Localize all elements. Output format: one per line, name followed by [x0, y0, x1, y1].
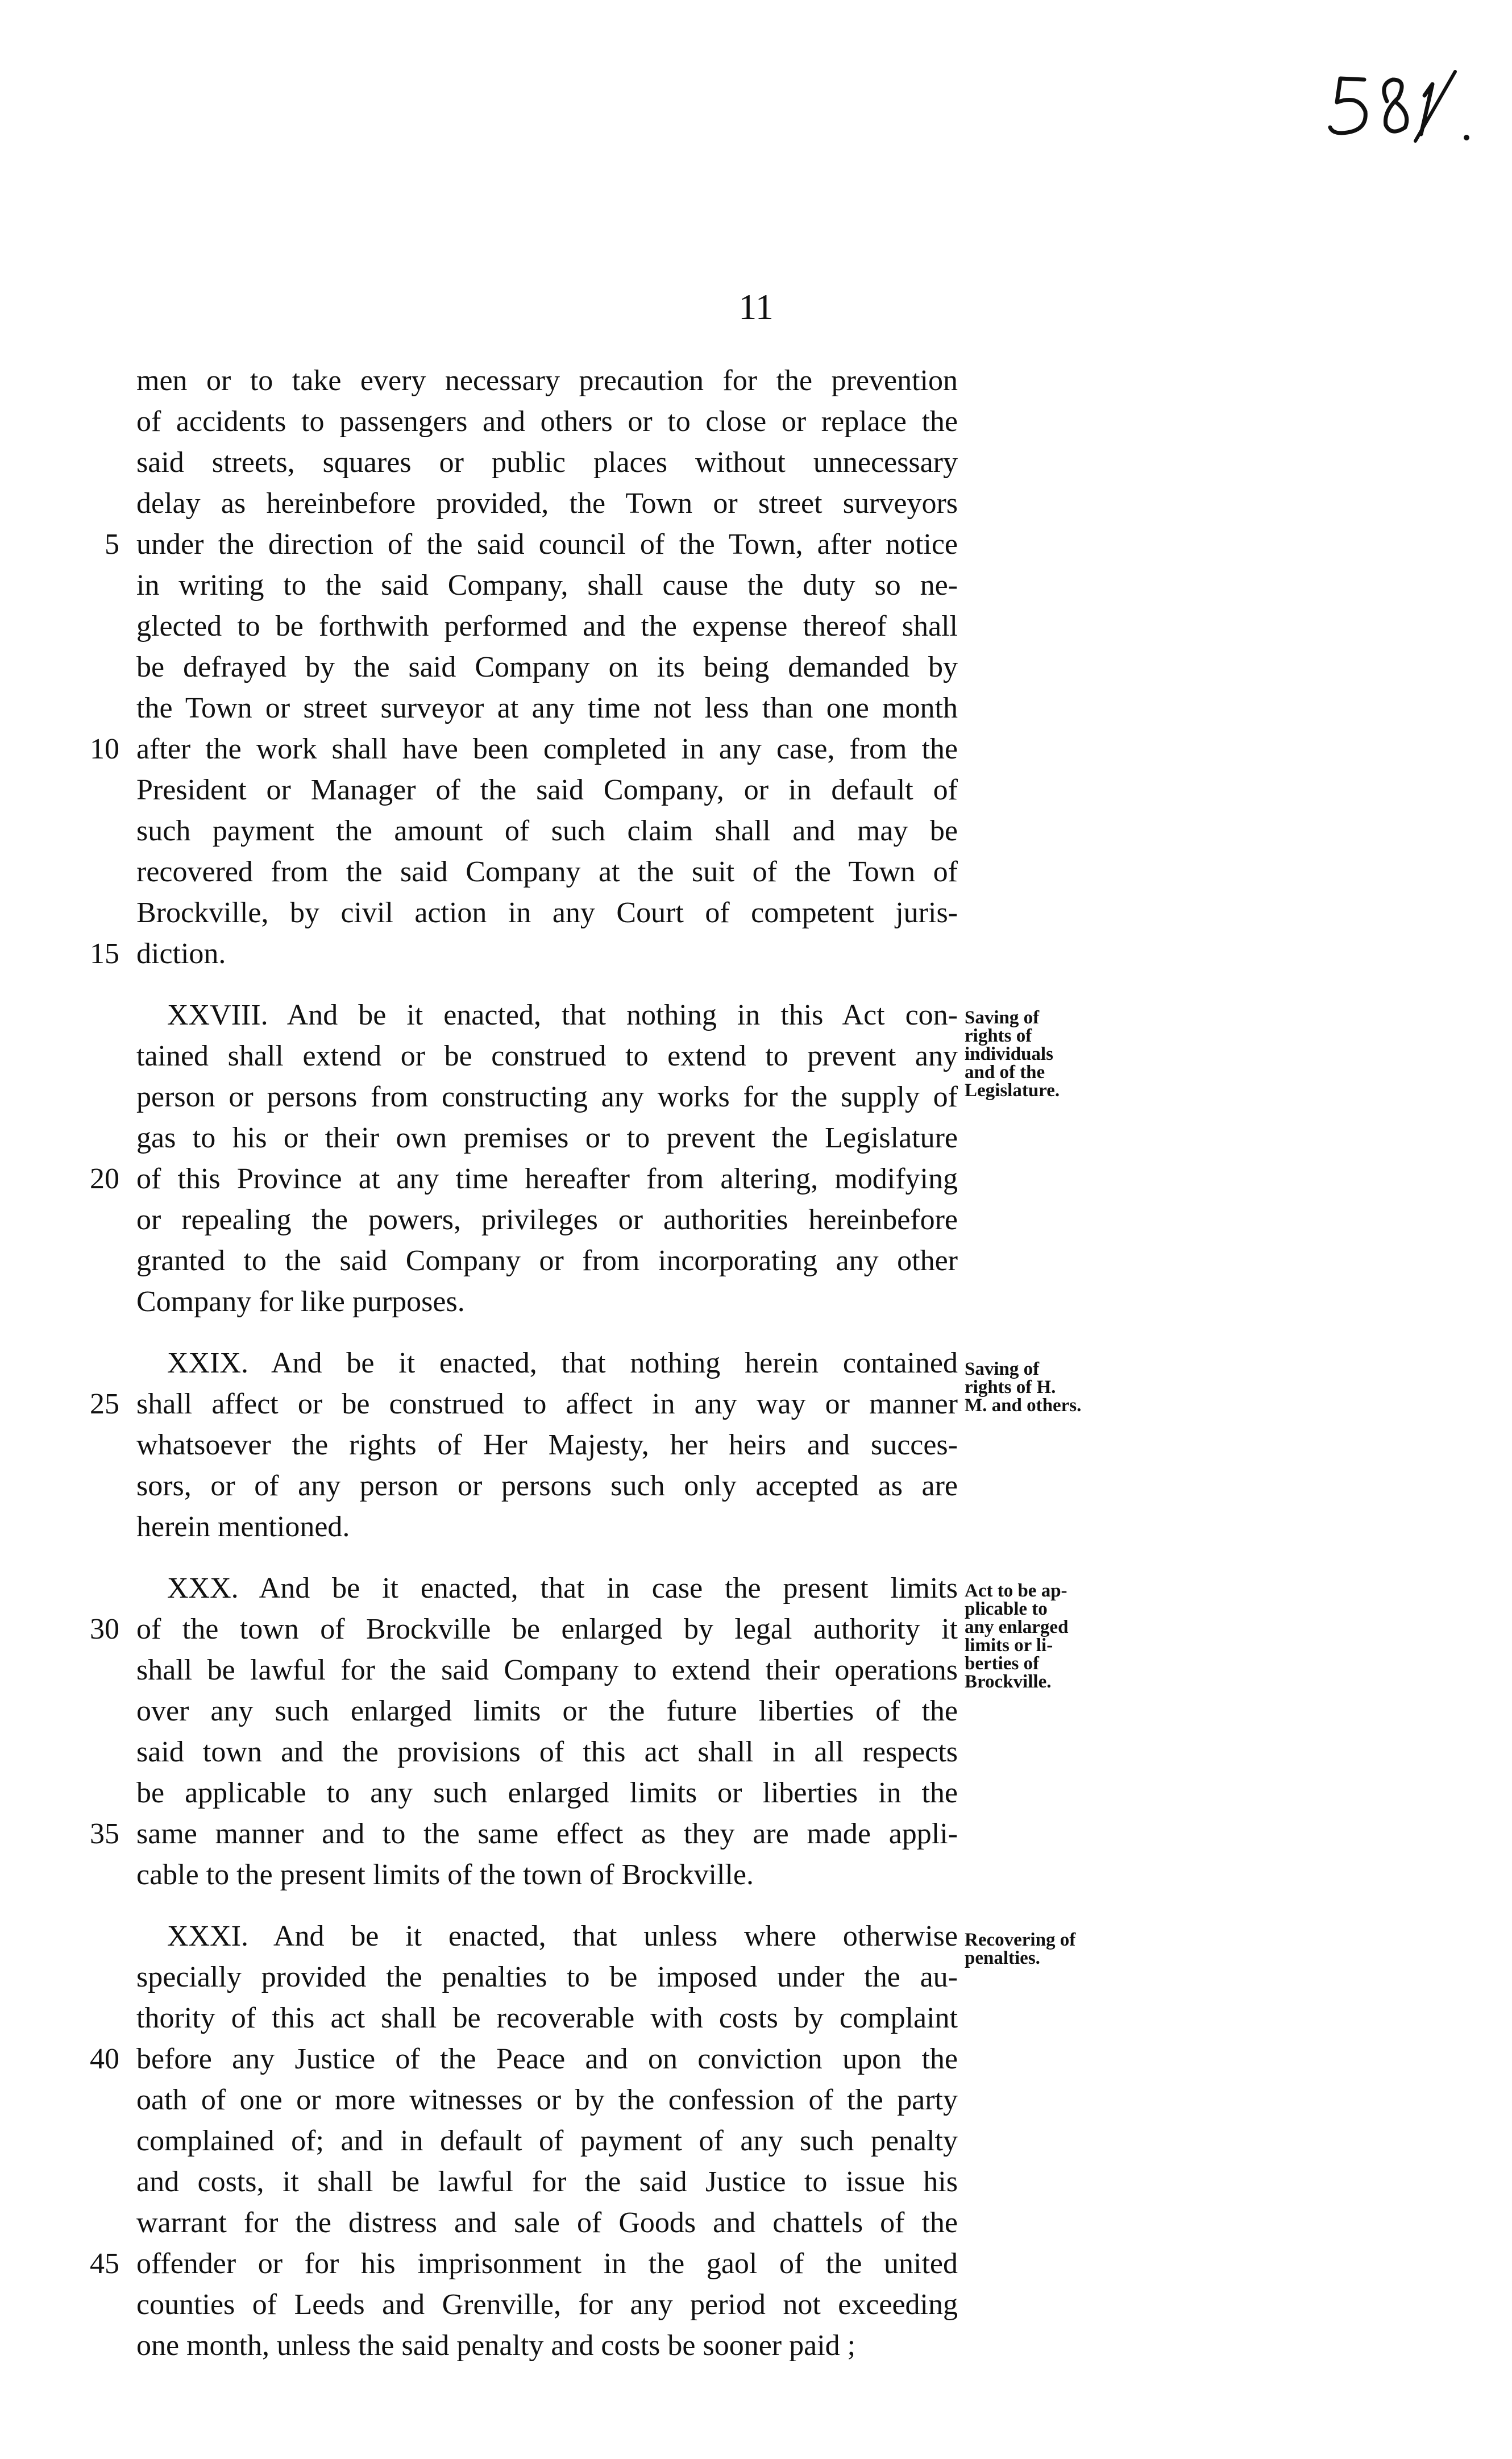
- text-line: Company for like purposes.: [136, 1286, 465, 1318]
- margin-note-line: M. and others.: [965, 1395, 1082, 1416]
- text-line: diction.: [136, 938, 226, 970]
- text-line: gas to his or their own premises or to prevent the Legislature: [136, 1122, 958, 1154]
- line-number: 15: [90, 938, 119, 970]
- line-number: 25: [90, 1388, 119, 1420]
- text-line: complained of; and in default of payment of any such penalty: [136, 2125, 958, 2157]
- margin-note: [965, 1931, 1135, 1967]
- line-number: 30: [90, 1613, 119, 1645]
- margin-note-line: Saving of: [965, 1007, 1040, 1028]
- margin-note-line: Legislature.: [965, 1080, 1060, 1101]
- text-line: said streets, squares or public places without unnecessary: [136, 446, 958, 479]
- text-line: shall affect or be construed to affect in any way or manner: [136, 1388, 958, 1420]
- margin-note-line: and of the: [965, 1062, 1045, 1083]
- text-line: herein mentioned.: [136, 1511, 350, 1543]
- margin-note-line: Brockville.: [965, 1672, 1052, 1692]
- text-line: recovered from the said Company at the suit of the Town of: [136, 856, 958, 888]
- text-line: Brockville, by civil action in any Court of competent juris-: [136, 897, 958, 929]
- text-line: glected to be forthwith performed and the expense thereof shall: [136, 610, 958, 642]
- margin-note-line: rights of H.: [965, 1377, 1056, 1398]
- text-line: cable to the present limits of the town of Brockville.: [136, 1859, 754, 1891]
- text-line: one month, unless the said penalty and costs be sooner paid ;: [136, 2329, 856, 2362]
- text-line: person or persons from constructing any works for the supply of: [136, 1081, 958, 1113]
- text-line: men or to take every necessary precaution for the prevention: [136, 364, 958, 397]
- text-line: thority of this act shall be recoverable with costs by complaint: [136, 2002, 958, 2034]
- text-line: President or Manager of the said Company, or in default of: [136, 774, 958, 806]
- text-line: be defrayed by the said Company on its being demanded by: [136, 651, 958, 683]
- section-heading-line: XXVIII. And be it enacted, that nothing in this Act con-: [167, 999, 958, 1031]
- text-line: after the work shall have been completed in any case, from the: [136, 733, 958, 765]
- page-number: 11: [738, 287, 774, 327]
- text-line: whatsoever the rights of Her Majesty, her heirs and succes-: [136, 1429, 958, 1461]
- margin-note-line: Recovering of: [965, 1930, 1076, 1950]
- text-line: same manner and to the same effect as they are made appli-: [136, 1818, 958, 1850]
- text-line: before any Justice of the Peace and on conviction upon the: [136, 2043, 958, 2075]
- section-heading-line: XXXI. And be it enacted, that unless where otherwise: [167, 1920, 958, 1952]
- margin-note-line: Act to be ap-: [965, 1581, 1067, 1601]
- text-line: sors, or of any person or persons such only accepted as are: [136, 1470, 958, 1502]
- line-number: 20: [90, 1163, 119, 1195]
- text-line: shall be lawful for the said Company to extend their operations: [136, 1654, 958, 1686]
- margin-note-line: individuals: [965, 1044, 1053, 1064]
- margin-note-line: penalties.: [965, 1948, 1040, 1968]
- text-line: be applicable to any such enlarged limits or liberties in the: [136, 1777, 958, 1809]
- margin-note-line: any enlarged: [965, 1617, 1069, 1637]
- text-line: oath of one or more witnesses or by the confession of the party: [136, 2084, 958, 2116]
- text-line: of this Province at any time hereafter from altering, modifying: [136, 1163, 958, 1195]
- margin-note-line: Saving of: [965, 1359, 1040, 1379]
- text-line: in writing to the said Company, shall cause the duty so ne-: [136, 569, 958, 602]
- section-heading-line: XXIX. And be it enacted, that nothing herein contained: [167, 1347, 958, 1379]
- line-number: 10: [90, 733, 119, 765]
- text-line: of the town of Brockville be enlarged by legal authority it: [136, 1613, 958, 1645]
- line-number: 5: [105, 528, 119, 561]
- text-line: delay as hereinbefore provided, the Town or street surveyors: [136, 487, 958, 520]
- section-heading-line: XXX. And be it enacted, that in case the present limits: [167, 1572, 958, 1604]
- text-line: tained shall extend or be construed to extend to prevent any: [136, 1040, 958, 1072]
- line-number: 40: [90, 2043, 119, 2075]
- text-line: granted to the said Company or from incorporating any other: [136, 1245, 958, 1277]
- margin-note-line: berties of: [965, 1653, 1040, 1674]
- text-line: offender or for his imprisonment in the gaol of the united: [136, 2247, 958, 2280]
- text-line: or repealing the powers, privileges or authorities hereinbefore: [136, 1204, 958, 1236]
- text-line: under the direction of the said council of the Town, after notice: [136, 528, 958, 561]
- text-line: the Town or street surveyor at any time not less than one month: [136, 692, 958, 724]
- text-line: of accidents to passengers and others or to close or replace the: [136, 405, 958, 438]
- text-line: such payment the amount of such claim shall and may be: [136, 815, 958, 847]
- margin-note: [965, 1009, 1135, 1100]
- text-line: said town and the provisions of this act shall in all respects: [136, 1736, 958, 1768]
- margin-note-line: limits or li-: [965, 1635, 1053, 1656]
- margin-note: [965, 1582, 1135, 1691]
- text-line: warrant for the distress and sale of Goods and chattels of the: [136, 2207, 958, 2239]
- handwritten-folio-number: [1324, 61, 1484, 147]
- text-line: over any such enlarged limits or the future liberties of the: [136, 1695, 958, 1727]
- margin-note-line: rights of: [965, 1026, 1032, 1046]
- margin-note: [965, 1360, 1135, 1415]
- text-line: counties of Leeds and Grenville, for any period not exceeding: [136, 2288, 958, 2321]
- text-line: and costs, it shall be lawful for the said Justice to issue his: [136, 2166, 958, 2198]
- line-number: 45: [90, 2247, 119, 2280]
- margin-note-line: plicable to: [965, 1599, 1048, 1619]
- line-number: 35: [90, 1818, 119, 1850]
- text-line: specially provided the penalties to be imposed under the au-: [136, 1961, 958, 1993]
